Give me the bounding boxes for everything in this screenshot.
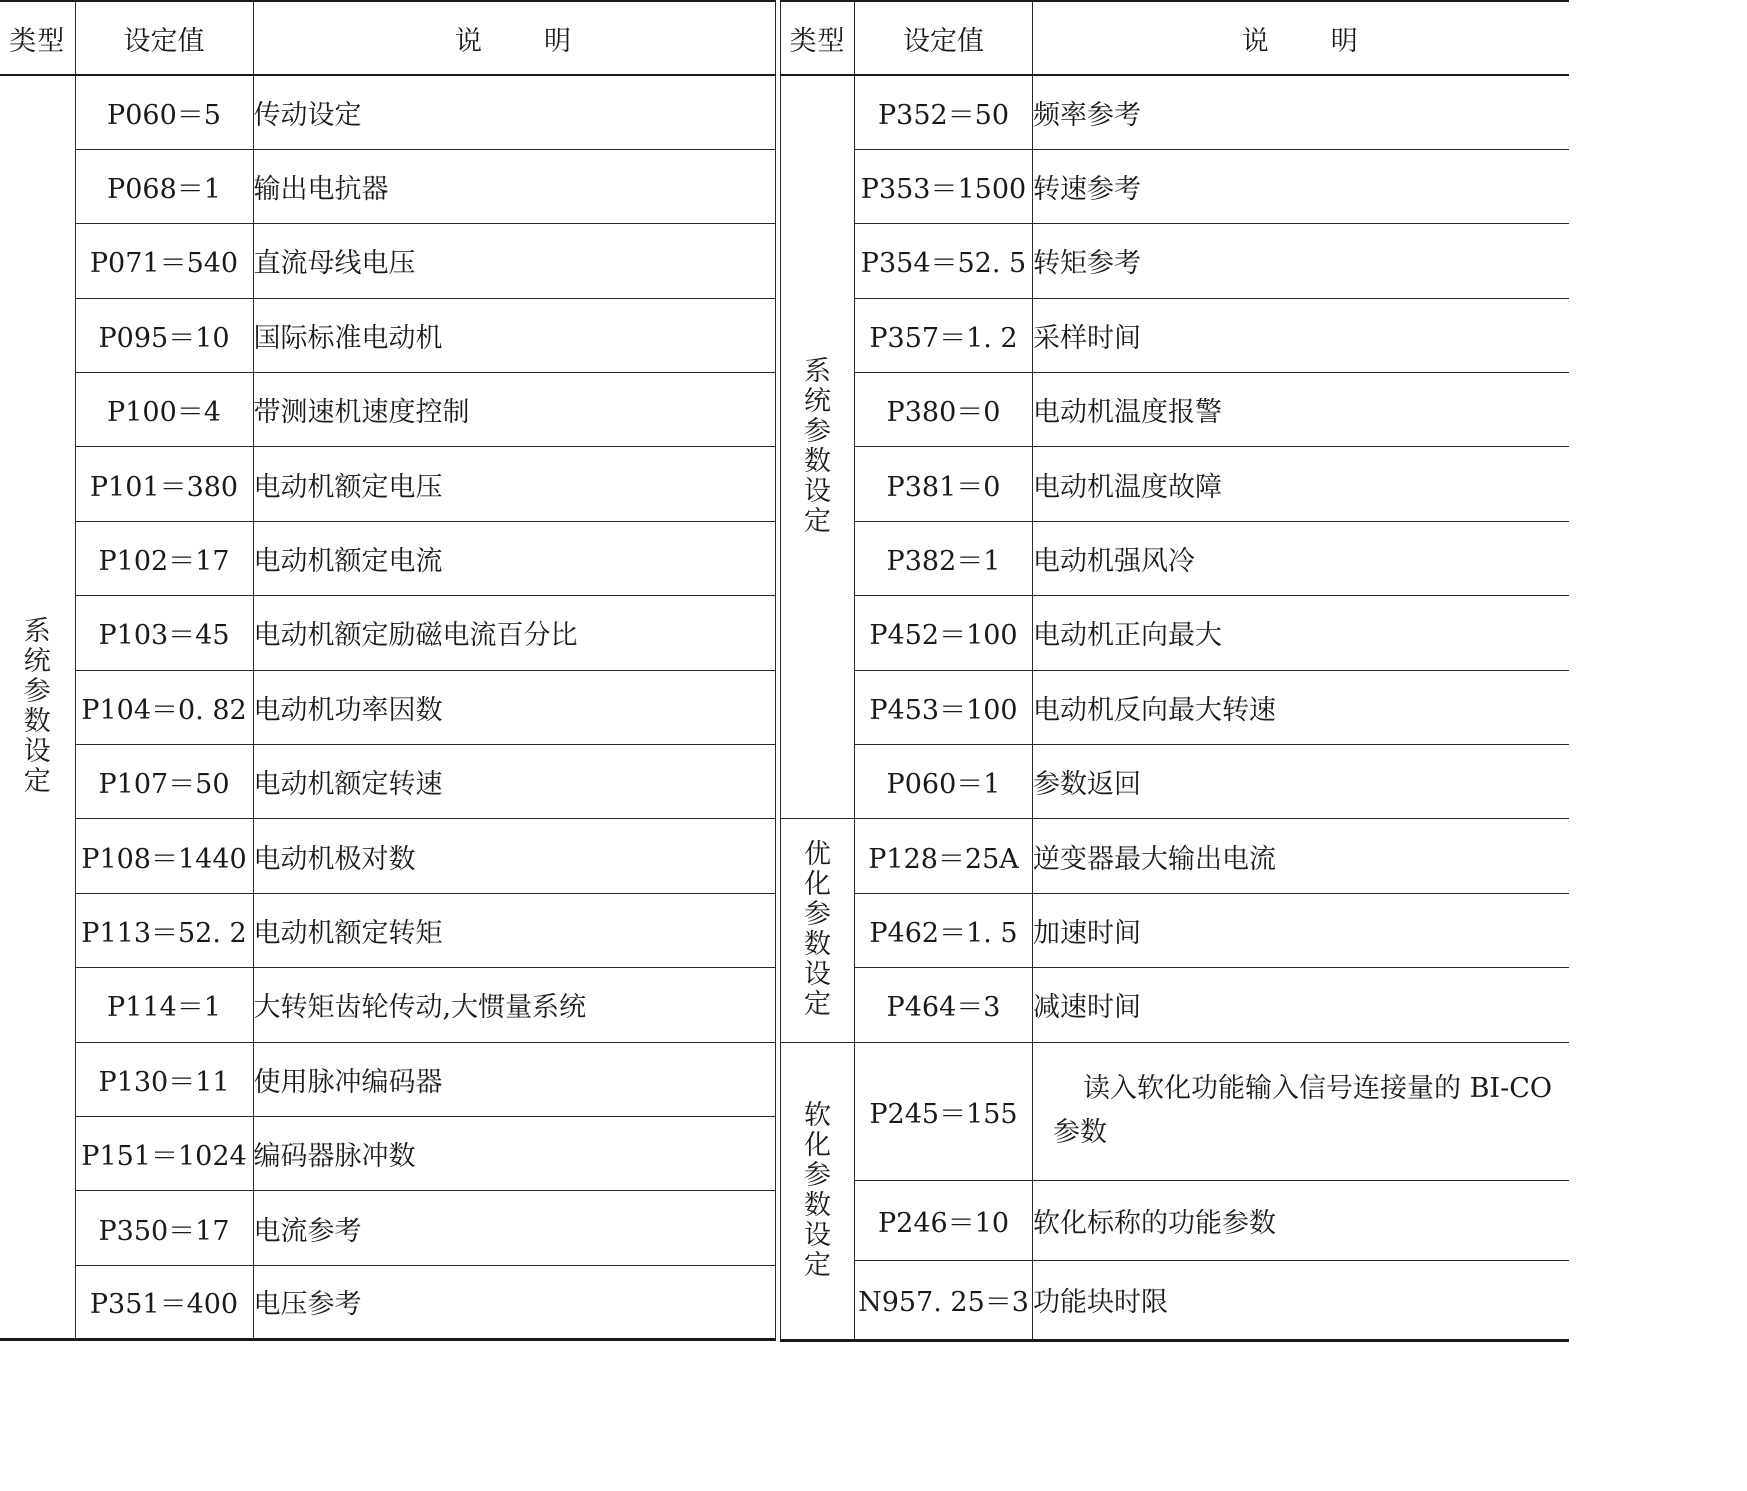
param-description: 加速时间	[1033, 893, 1569, 967]
table-row	[781, 968, 1569, 1042]
table-row	[0, 75, 775, 149]
table-header-row	[781, 1, 1569, 75]
param-description: 电流参考	[253, 1191, 775, 1265]
param-value: P462＝1. 5	[855, 893, 1033, 967]
param-value: P108＝1440	[75, 819, 253, 893]
header-description-left: 说	[1241, 25, 1271, 57]
param-description: 软化标称的功能参数	[1033, 1180, 1569, 1260]
param-value: P113＝52. 2	[75, 893, 253, 967]
param-description: 读入软化功能输入信号连接量的 BI-CO 参数	[1033, 1042, 1569, 1180]
table-row	[781, 75, 1569, 149]
group-label: 系统参数设定	[0, 75, 75, 1340]
table-header-row	[0, 1, 775, 75]
table-row	[781, 447, 1569, 521]
header-value: 设定值	[855, 1, 1033, 75]
table-row	[0, 1191, 775, 1265]
param-description: 频率参考	[1033, 75, 1569, 149]
param-description: 编码器脉冲数	[253, 1116, 775, 1190]
header-description	[253, 1, 775, 75]
table-row	[0, 1042, 775, 1116]
table-row	[0, 1265, 775, 1339]
table-row	[781, 819, 1569, 893]
param-description: 参数返回	[1033, 745, 1569, 819]
table-row	[781, 596, 1569, 670]
param-value: P101＝380	[75, 447, 253, 521]
param-description: 电动机极对数	[253, 819, 775, 893]
param-description: 电动机温度报警	[1033, 373, 1569, 447]
param-value: P151＝1024	[75, 1116, 253, 1190]
table-row	[781, 298, 1569, 372]
param-description: 电动机额定励磁电流百分比	[253, 596, 775, 670]
table-row	[0, 373, 775, 447]
table-row	[781, 1260, 1569, 1340]
table-row	[781, 373, 1569, 447]
param-value: P354＝52. 5	[855, 224, 1033, 298]
param-value: P060＝5	[75, 75, 253, 149]
param-value: P103＝45	[75, 596, 253, 670]
param-value: P382＝1	[855, 521, 1033, 595]
param-value: P351＝400	[75, 1265, 253, 1339]
parameter-table-right	[780, 0, 1569, 1342]
param-description: 电动机额定转矩	[253, 893, 775, 967]
header-description-right: 明	[544, 25, 573, 57]
table-row	[0, 893, 775, 967]
table-row	[781, 1042, 1569, 1180]
param-description: 逆变器最大输出电流	[1033, 819, 1569, 893]
param-value: P453＝100	[855, 670, 1033, 744]
header-description	[1033, 1, 1569, 75]
param-value: P353＝1500	[855, 149, 1033, 223]
table-row	[0, 149, 775, 223]
param-description: 电压参考	[253, 1265, 775, 1339]
param-value: P060＝1	[855, 745, 1033, 819]
table-row	[0, 447, 775, 521]
param-value: P350＝17	[75, 1191, 253, 1265]
param-description: 带测速机速度控制	[253, 373, 775, 447]
param-description: 电动机正向最大	[1033, 596, 1569, 670]
param-value: P352＝50	[855, 75, 1033, 149]
param-description: 使用脉冲编码器	[253, 1042, 775, 1116]
table-row	[781, 745, 1569, 819]
param-value: P068＝1	[75, 149, 253, 223]
param-value: P245＝155	[855, 1042, 1033, 1180]
param-description: 转速参考	[1033, 149, 1569, 223]
table-row	[0, 745, 775, 819]
param-description: 传动设定	[253, 75, 775, 149]
group-label: 优化参数设定	[781, 819, 855, 1042]
param-value: P130＝11	[75, 1042, 253, 1116]
param-value: P128＝25A	[855, 819, 1033, 893]
param-description: 电动机反向最大转速	[1033, 670, 1569, 744]
param-description: 功能块时限	[1033, 1260, 1569, 1340]
param-description: 转矩参考	[1033, 224, 1569, 298]
param-description: 直流母线电压	[253, 224, 775, 298]
param-description: 采样时间	[1033, 298, 1569, 372]
param-value: P104＝0. 82	[75, 670, 253, 744]
param-value: P114＝1	[75, 968, 253, 1042]
param-description: 电动机功率因数	[253, 670, 775, 744]
param-value: P380＝0	[855, 373, 1033, 447]
table-row	[0, 670, 775, 744]
table-row	[781, 893, 1569, 967]
header-value: 设定值	[75, 1, 253, 75]
table-row	[0, 819, 775, 893]
header-description-right: 明	[1330, 25, 1360, 57]
param-description: 国际标准电动机	[253, 298, 775, 372]
param-value: P381＝0	[855, 447, 1033, 521]
group-label: 软化参数设定	[781, 1042, 855, 1340]
param-description: 电动机额定电流	[253, 521, 775, 595]
param-value: P452＝100	[855, 596, 1033, 670]
param-value: P464＝3	[855, 968, 1033, 1042]
param-value: P246＝10	[855, 1180, 1033, 1260]
table-row	[0, 521, 775, 595]
table-row	[781, 149, 1569, 223]
param-description: 减速时间	[1033, 968, 1569, 1042]
param-description: 输出电抗器	[253, 149, 775, 223]
param-value: N957. 25＝3	[855, 1260, 1033, 1340]
param-description: 大转矩齿轮传动,大惯量系统	[253, 968, 775, 1042]
table-row	[0, 596, 775, 670]
header-description-left: 说	[455, 25, 484, 57]
param-value: P100＝4	[75, 373, 253, 447]
table-row	[0, 224, 775, 298]
header-type: 类型	[781, 1, 855, 75]
table-row	[781, 521, 1569, 595]
table-row	[781, 670, 1569, 744]
table-row	[781, 1180, 1569, 1260]
table-row	[781, 224, 1569, 298]
param-value: P357＝1. 2	[855, 298, 1033, 372]
param-description: 电动机温度故障	[1033, 447, 1569, 521]
table-row	[0, 298, 775, 372]
param-value: P107＝50	[75, 745, 253, 819]
param-description: 电动机额定转速	[253, 745, 775, 819]
parameter-table-left	[0, 0, 776, 1341]
table-row	[0, 1116, 775, 1190]
group-label: 系统参数设定	[781, 75, 855, 819]
param-description: 电动机额定电压	[253, 447, 775, 521]
param-value: P095＝10	[75, 298, 253, 372]
param-value: P071＝540	[75, 224, 253, 298]
table-row	[0, 968, 775, 1042]
param-value: P102＝17	[75, 521, 253, 595]
header-type: 类型	[0, 1, 75, 75]
param-description: 电动机强风冷	[1033, 521, 1569, 595]
